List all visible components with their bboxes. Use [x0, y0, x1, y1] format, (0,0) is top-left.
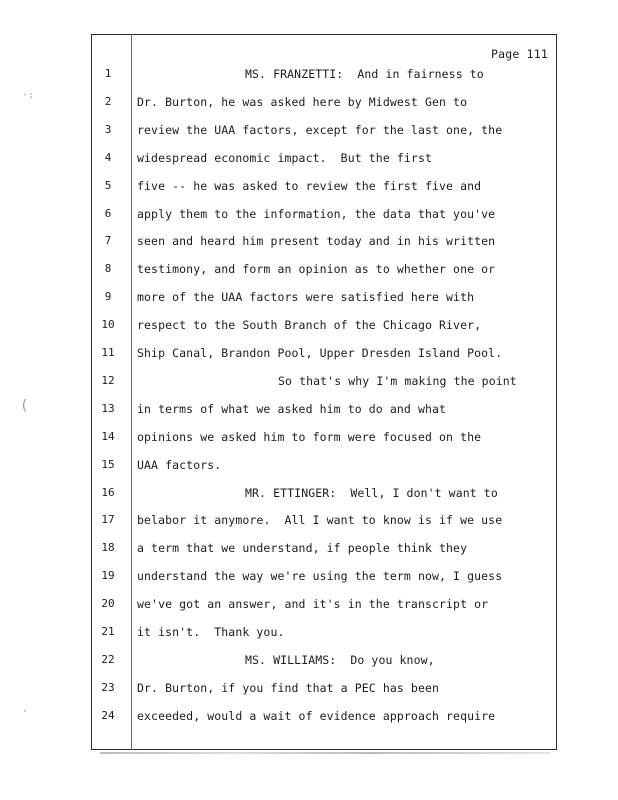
line-number: 14: [101, 429, 115, 443]
line-text: testimony, and form an opinion as to whether one or: [137, 262, 496, 277]
line-number: 16: [101, 485, 115, 499]
transcript-line: [0, 681, 618, 701]
transcript-line: [0, 402, 618, 422]
transcript-line: [0, 374, 618, 394]
transcript-line: [0, 151, 618, 171]
transcript-line: [0, 430, 618, 450]
margin-mark: ·:: [22, 90, 35, 101]
line-number: 20: [101, 597, 115, 611]
transcript-line: [0, 597, 618, 617]
line-number: 8: [104, 262, 112, 276]
line-number: 2: [104, 94, 112, 108]
line-text: Ship Canal, Brandon Pool, Upper Dresden Island Pool.: [137, 346, 503, 360]
line-text: MS. WILLIAMS: Do you know,: [245, 652, 435, 667]
line-number: 6: [104, 206, 112, 220]
line-text: exceeded, would a wait of evidence approach require: [137, 708, 496, 723]
line-text: we've got an answer, and it's in the transcript or: [137, 597, 489, 612]
transcript-line: [0, 234, 618, 254]
transcript-line: [0, 625, 618, 645]
line-text: apply them to the information, the data that you've: [137, 206, 496, 221]
line-number: 19: [101, 569, 115, 583]
margin-mark: ·: [22, 706, 29, 717]
transcript-line: [0, 486, 618, 506]
line-text: MS. FRANZETTI: And in fairness to: [245, 67, 484, 81]
transcript-line: [0, 67, 618, 87]
line-text: review the UAA factors, except for the last one, the: [137, 122, 503, 137]
transcript-line: [0, 179, 618, 199]
line-text: MR. ETTINGER: Well, I don't want to: [245, 485, 498, 500]
transcript-line: [0, 262, 618, 282]
transcript-line: [0, 569, 618, 589]
line-number: 22: [101, 652, 115, 666]
transcript-line: [0, 541, 618, 561]
line-number: 13: [101, 401, 115, 415]
transcript-line: [0, 123, 618, 143]
line-text: opinions we asked him to form were focused on the: [137, 429, 482, 444]
line-text: widespread economic impact. But the first: [137, 150, 432, 165]
margin-mark: (: [20, 398, 29, 414]
scan-artifact: [100, 752, 550, 754]
transcript-line: [0, 709, 618, 729]
line-number: 15: [101, 457, 115, 471]
line-number: 5: [104, 178, 112, 192]
line-text: respect to the South Branch of the Chicago River,: [137, 318, 482, 333]
transcript-line: [0, 653, 618, 673]
line-text: belabor it anymore. All I want to know is if we use: [137, 513, 503, 528]
line-text: more of the UAA factors were satisfied here with: [137, 290, 475, 305]
line-number: 9: [104, 290, 112, 304]
transcript-line: [0, 207, 618, 227]
line-number: 24: [101, 708, 115, 722]
line-text: a term that we understand, if people think they: [137, 541, 468, 556]
transcript-line: [0, 458, 618, 478]
line-text: Dr. Burton, he was asked here by Midwest Gen to: [137, 94, 468, 109]
line-number: 21: [101, 625, 115, 638]
line-text: seen and heard him present today and in his written: [137, 234, 496, 249]
line-number: 11: [101, 346, 115, 359]
line-number: 12: [101, 373, 115, 387]
line-number: 1: [104, 67, 112, 80]
line-text: Dr. Burton, if you find that a PEC has been: [137, 680, 440, 695]
transcript-line: [0, 513, 618, 533]
line-number: 3: [104, 122, 112, 136]
line-text: So that's why I'm making the point: [278, 373, 517, 388]
line-number: 18: [101, 541, 115, 555]
transcript-line: [0, 290, 618, 310]
line-number: 7: [104, 234, 112, 248]
line-text: it isn't. Thank you.: [137, 625, 285, 639]
transcript-line: [0, 346, 618, 366]
page-number: Page 111: [491, 47, 548, 61]
line-text: UAA factors.: [137, 457, 222, 472]
line-number: 23: [101, 680, 115, 694]
line-text: in terms of what we asked him to do and what: [137, 401, 447, 416]
line-number: 4: [104, 150, 112, 164]
transcript-line: [0, 95, 618, 115]
line-number: 10: [101, 318, 115, 332]
line-number: 17: [101, 513, 115, 527]
line-text: understand the way we're using the term now, I guess: [137, 569, 503, 584]
transcript-line: [0, 318, 618, 338]
line-text: five -- he was asked to review the first five and: [137, 178, 482, 193]
